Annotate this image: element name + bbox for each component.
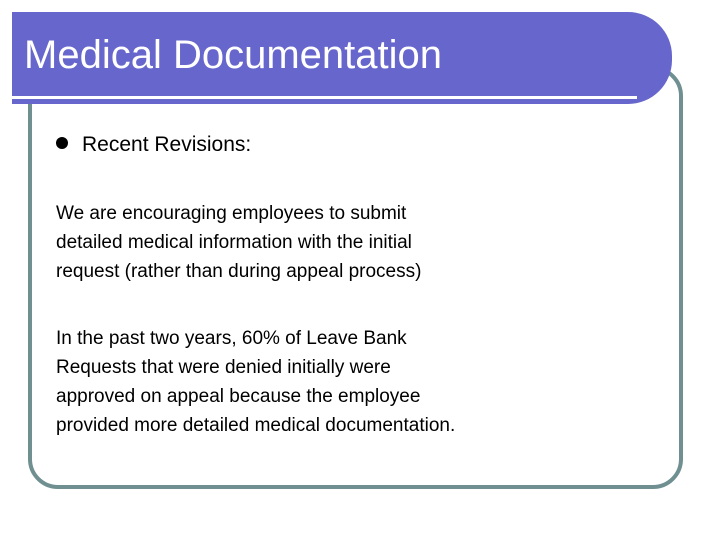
paragraph-line: In the past two years, 60% of Leave Bank — [56, 328, 407, 349]
bullet-item — [56, 132, 251, 158]
title-underline — [12, 96, 637, 99]
paragraph-line: approved on appeal because the employee — [56, 386, 421, 407]
slide-title: Medical Documentation — [24, 33, 442, 77]
paragraph-line: request (rather than during appeal process) — [56, 261, 422, 282]
paragraph-line: detailed medical information with the initial — [56, 232, 412, 253]
paragraph-encouraging — [56, 199, 656, 286]
bullet-label: Recent Revisions: — [82, 133, 252, 156]
paragraph-line: Requests that were denied initially were — [56, 357, 391, 378]
bullet-dot-icon — [56, 137, 68, 149]
paragraph-line: We are encouraging employees to submit — [56, 203, 407, 224]
paragraph-statistics — [56, 324, 656, 440]
paragraph-line: provided more detailed medical documentation. — [56, 415, 456, 436]
